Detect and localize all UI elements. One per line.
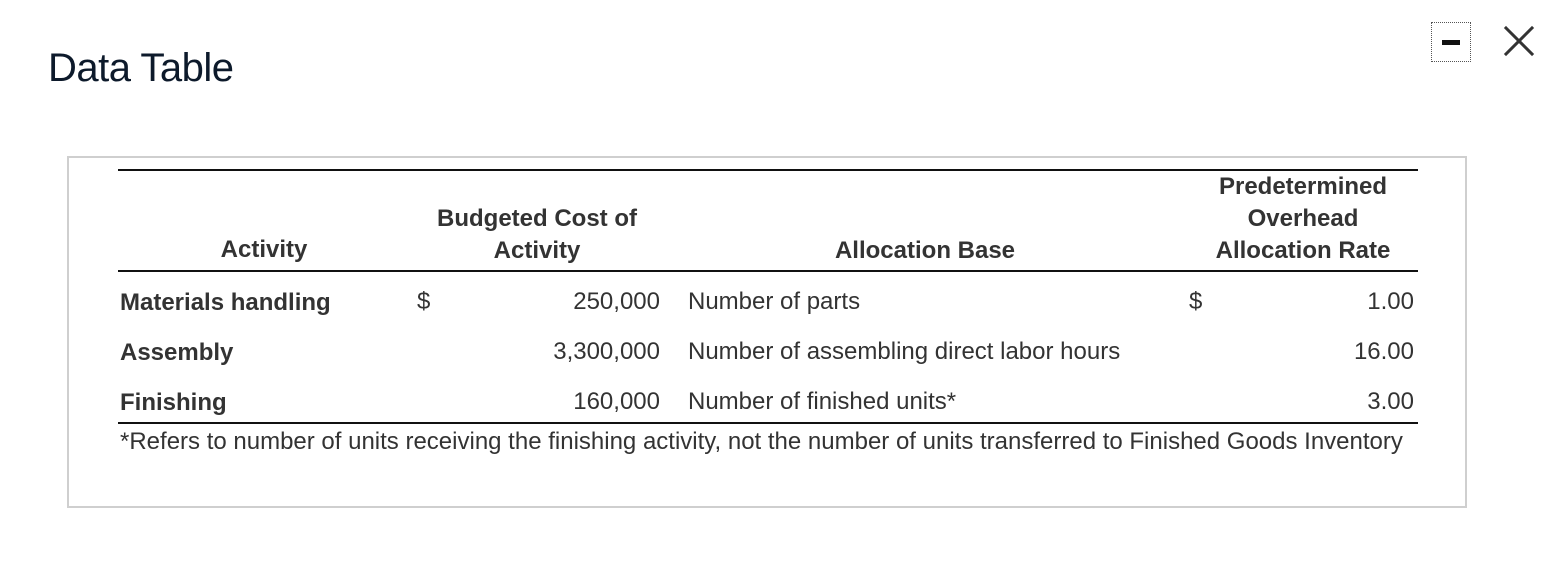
table-footnote: *Refers to number of units receiving the finishing activity, not the number of units transferred to Finished Goods Inventory [120, 428, 1403, 455]
header-budgeted-cost-line2: Activity [493, 237, 581, 264]
table-header-rule [118, 270, 1418, 272]
header-budgeted-cost-line1: Budgeted Cost of [437, 205, 637, 232]
header-rate-line2: Overhead [1247, 205, 1359, 232]
row-rate: 3.00 [1367, 388, 1414, 415]
row-cost: 160,000 [573, 388, 660, 415]
row-activity: Finishing [120, 389, 227, 416]
minimize-button[interactable] [1431, 22, 1471, 62]
row-rate: 1.00 [1367, 288, 1414, 315]
row-cost: 250,000 [573, 288, 660, 315]
table-bottom-rule [118, 422, 1418, 424]
row-cost: 3,300,000 [553, 338, 660, 365]
dialog-title: Data Table [48, 46, 234, 90]
header-rate-line3: Allocation Rate [1215, 237, 1391, 264]
row-activity: Assembly [120, 339, 234, 366]
header-allocation-base: Allocation Base [834, 237, 1016, 264]
row-allocation-base: Number of assembling direct labor hours [688, 338, 1121, 365]
close-icon [1500, 22, 1538, 60]
header-rate-line1: Predetermined [1218, 173, 1388, 200]
row-cost-currency: $ [417, 288, 431, 315]
row-rate-currency: $ [1189, 288, 1203, 315]
close-button[interactable] [1500, 22, 1538, 60]
row-allocation-base: Number of finished units* [688, 388, 957, 415]
minimize-icon [1442, 40, 1460, 45]
row-rate: 16.00 [1353, 338, 1414, 365]
header-activity: Activity [220, 236, 308, 263]
row-allocation-base: Number of parts [688, 288, 861, 315]
row-activity: Materials handling [120, 289, 331, 316]
data-table-panel [67, 156, 1467, 508]
